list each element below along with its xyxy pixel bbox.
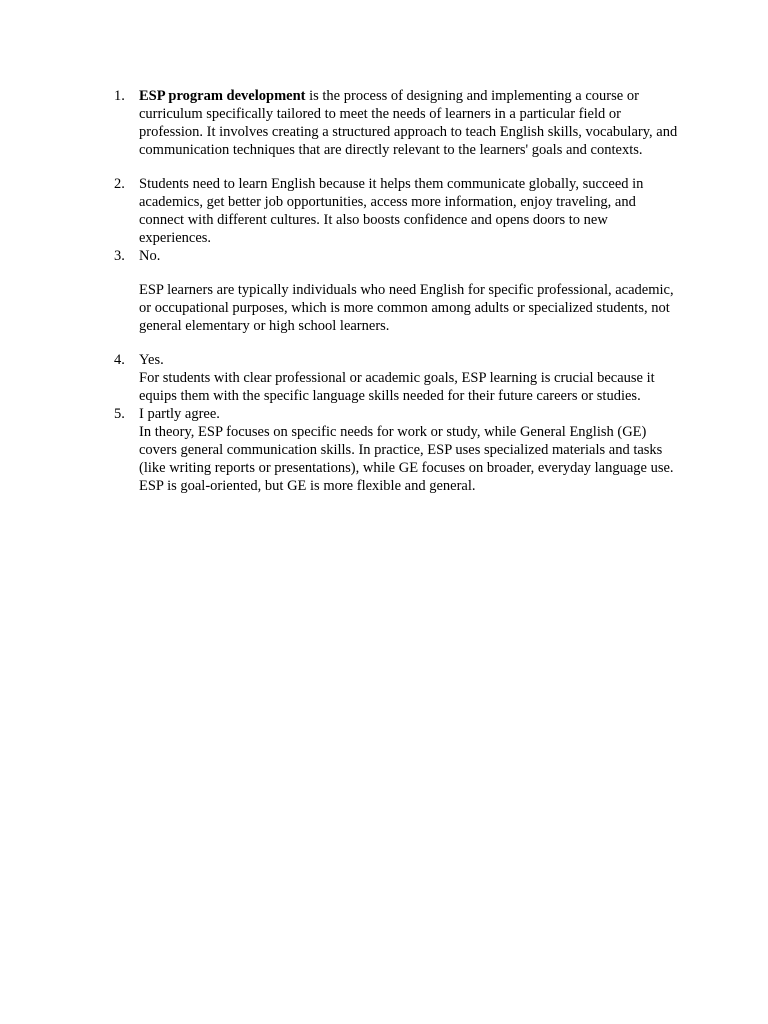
list-item-5 — [96, 405, 680, 495]
item-number: 3. — [114, 248, 125, 264]
list-item-2 — [96, 175, 680, 247]
list-item-1 — [96, 87, 680, 159]
item-answer: Yes. — [139, 352, 164, 368]
item-text: is the process of designing and implementing a course or curriculum specifically tailored to meet the needs of learners in a particular field or profession. It involves creating a structured approach to teach English skills, vocabulary, and communication techniques that are directly relevant to the learners' goals and contexts. — [139, 88, 678, 158]
item-answer: I partly agree. — [139, 406, 220, 422]
item-body — [139, 175, 680, 247]
item-paragraph — [139, 87, 680, 159]
item-body — [139, 87, 680, 159]
item-text: ESP learners are typically individuals who need English for specific professional, academic, or occupational purposes, which is more common among adults or specialized students, not general elementary or high school learners. — [139, 282, 674, 334]
item-number: 4. — [114, 352, 125, 368]
item-number: 5. — [114, 406, 125, 422]
item-body — [139, 351, 680, 405]
bold-term: ESP program development — [139, 88, 306, 104]
item-text: For students with clear professional or academic goals, ESP learning is crucial because it equips them with the specific language skills needed for their future careers or studies. — [139, 370, 655, 404]
answer-list — [96, 87, 680, 495]
item-text: In theory, ESP focuses on specific needs for work or study, while General English (GE) covers general communication skills. In practice, ESP uses specialized materials and tasks (like writing reports or presentations), while GE focuses on broader, everyday language use. ESP is goal-oriented, but GE is more flexible and general. — [139, 424, 674, 494]
list-item-3 — [96, 247, 680, 335]
item-number: 2. — [114, 176, 125, 192]
item-body — [139, 405, 680, 495]
item-number: 1. — [114, 88, 125, 104]
item-answer: No. — [139, 248, 161, 264]
list-item-4 — [96, 351, 680, 405]
item-text: Students need to learn English because it helps them communicate globally, succeed in academics, get better job opportunities, access more information, enjoy traveling, and connect with different cultures. It also boosts confidence and opens doors to new experiences. — [139, 176, 644, 246]
item-body — [139, 247, 680, 335]
